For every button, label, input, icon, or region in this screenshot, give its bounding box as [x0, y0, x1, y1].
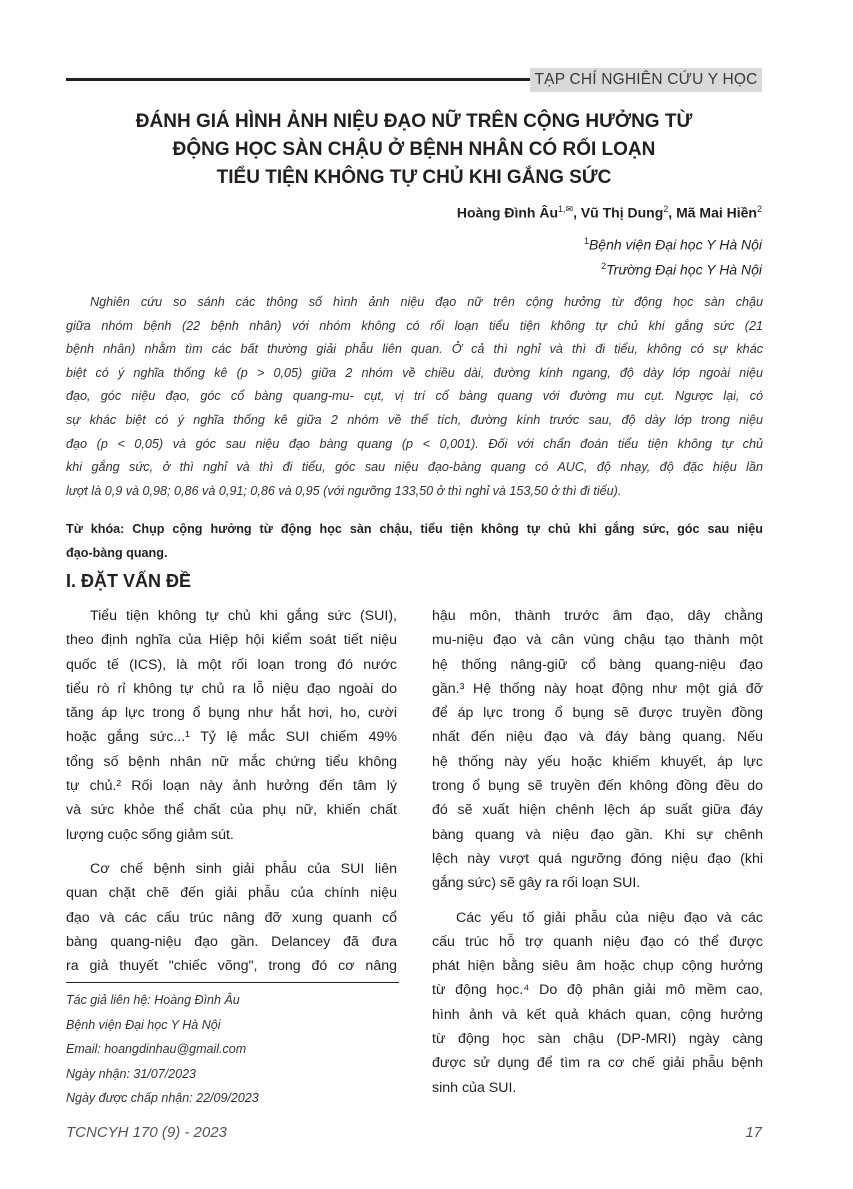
body-line: gần.³ Hệ thống này hoạt động như một giá đỡ	[432, 680, 763, 697]
right-column	[432, 604, 763, 1100]
abstract-line: lượt là 0,9 và 0,98; 0,86 và 0,91; 0,86 và 0,95 (với ngưỡng 133,50 ở thì nghỉ và 153,50 ở thì đi tiểu).	[66, 483, 622, 498]
author-name: , Mã Mai Hiền	[668, 204, 757, 221]
abstract-line: khi gắng sức, ở thì nghỉ và thì đi tiểu, góc sau niệu đạo-bàng quang có AUC, độ nhạy, độ đặc hiệu lần	[66, 460, 763, 475]
body-line: Tiểu tiện không tự chủ khi gắng sức (SUI),	[90, 608, 397, 624]
body-line: hệ thống nâng-giữ cổ bàng quang-niệu đạo	[432, 656, 763, 673]
affiliation: $^2$Trường Đại học Y Hà Nội	[601, 261, 762, 278]
footnote-line: Ngày nhận: 31/07/2023	[66, 1066, 196, 1081]
keywords	[66, 517, 763, 565]
body-line: bàng quang-niệu đạo gần. Delancey đã đưa	[66, 933, 397, 950]
title-line: ĐÁNH GIÁ HÌNH ẢNH NIỆU ĐẠO NỮ TRÊN CỘNG HƯỞNG TỪ	[135, 111, 693, 132]
body-line: quốc tế (ICS), là một rối loạn trong đó nước	[66, 656, 397, 673]
affiliation: $^1$Bệnh viện Đại học Y Hà Nội	[583, 236, 762, 253]
journal-name: TẠP CHÍ NGHIÊN CỨU Y HỌC	[530, 68, 762, 92]
body-line: sinh của SUI.	[432, 1079, 517, 1096]
body-line: quan chặt chẽ đến giải phẫu của chính niệu	[66, 885, 397, 902]
abstract-line: sự khác biệt có ý nghĩa thống kê giữa 2 nhóm về thể tích, đường kính trước sau, độ dày lớp trong niệu	[66, 412, 763, 427]
footnote-line: Ngày được chấp nhận: 22/09/2023	[66, 1091, 259, 1105]
abstract-line: giữa nhóm bệnh (22 bệnh nhân) với nhóm không có rối loạn tiểu tiện không tự chủ khi gắng sức (21	[66, 318, 763, 333]
body-line: nhất đến niệu đạo và đáy bàng quang. Nếu	[432, 729, 763, 746]
author-list	[457, 204, 762, 221]
body-line: lệch này vượt quá ngưỡng đóng niệu đạo (khi	[432, 850, 763, 867]
author-superscript: 2	[756, 204, 762, 214]
body-line: mu-niệu đạo và cân vùng chậu tạo thành một	[432, 632, 763, 649]
body-line: và sức khỏe thể chất của phụ nữ, khiến chất	[66, 802, 397, 819]
author-name: , Vũ Thị Dung	[573, 204, 664, 221]
header-rule	[66, 78, 530, 81]
abstract-line: đạo (p < 0,05) và góc sau niệu đạo bàng quang (p < 0,001). Đối với chẩn đoán tiểu tiện không tự chủ	[66, 436, 763, 451]
body-line: đó sẽ xuất hiện chênh lệch áp suất giữa đáy	[432, 802, 763, 819]
footnotes	[66, 988, 259, 1111]
body-line: đạo và các cấu trúc nâng đỡ xung quanh cổ	[66, 909, 397, 926]
body-line: Các yếu tố giải phẫu của niệu đạo và các	[456, 909, 763, 926]
footnote-line: Tác giả liên hệ: Hoàng Đình Âu	[66, 993, 240, 1007]
abstract-line: biệt có ý nghĩa thống kê (p > 0,05) giữa 2 nhóm về chiều dài, đường kính ngang, độ dày lớp ngoài niệu	[66, 365, 763, 380]
article-title	[66, 108, 762, 192]
title-line: ĐỘNG HỌC SÀN CHẬU Ở BỆNH NHÂN CÓ RỐI LOẠN	[172, 139, 656, 160]
body-line: hình ảnh và kết quả khách quan, cộng hưởng	[432, 1006, 763, 1023]
body-line: để áp lực trong ổ bụng sẽ được truyền đồng	[432, 705, 763, 722]
body-line: tự chủ.² Rối loạn này ảnh hưởng đến tâm lý	[66, 778, 397, 795]
body-line: hệ thống này yếu hoặc khiếm khuyết, áp lực	[432, 753, 763, 770]
body-line: gắng sức) sẽ gây ra rối loạn SUI.	[432, 875, 641, 892]
footnote-line: Bệnh viện Đại học Y Hà Nội	[66, 1017, 221, 1032]
body-line: phát hiện bằng siêu âm hoặc chụp cộng hưởng	[432, 958, 763, 975]
abstract-line: đạo, góc niệu đạo, góc cổ bàng quang-mu- cụt, vị trí cổ bàng quang với đường mu cụt. Ngược lại, có	[66, 389, 763, 404]
footnote-rule	[66, 982, 399, 983]
body-line: từ động học.⁴ Do độ phân giải mô mềm cao,	[432, 982, 763, 999]
keywords-line: Từ khóa: Chụp cộng hưởng từ động học sàn chậu, tiểu tiện không tự chủ khi gắng sức, góc sau niệu	[66, 522, 763, 536]
title-line: TIỂU TIỆN KHÔNG TỰ CHỦ KHI GẮNG SỨC	[216, 167, 612, 188]
body-line: tiểu rò rỉ không tự chủ ra lỗ niệu đạo ngoài do	[66, 680, 397, 697]
author-name: Hoàng Đình Âu	[456, 204, 559, 221]
author-superscript: 1,✉	[558, 204, 574, 214]
left-column	[66, 604, 397, 978]
footnote-line: Email: hoangdinhau@gmail.com	[66, 1042, 247, 1056]
body-line: Cơ chế bệnh sinh giải phẫu của SUI liên	[90, 860, 397, 877]
body-line: ra giả thuyết "chiếc võng", trong đó cơ nâng	[66, 958, 397, 975]
body-line: trong ổ bụng sẽ truyền đến không đồng đều do	[432, 778, 763, 795]
footer-citation: TCNCYH 170 (9) - 2023	[66, 1124, 227, 1141]
section-heading: I. ĐẶT VẤN ĐỀ	[66, 571, 192, 591]
abstract	[66, 291, 763, 503]
body-line: tăng áp lực trong ổ bụng như hắt hơi, ho, cười	[66, 705, 397, 722]
body-line: hoặc gắng sức...¹ Tỷ lệ mắc SUI chiếm 49%	[66, 729, 397, 746]
body-line: cấu trúc hỗ trợ quanh niệu đạo có thể được	[432, 933, 763, 950]
abstract-line: bệnh nhân) nhằm tìm các bất thường giải phẫu liên quan. Ở cả thì nghỉ và thì đi tiểu, không có sự khác	[66, 342, 763, 357]
author-superscript: 2	[663, 204, 669, 214]
body-line: hậu môn, thành trước âm đạo, dây chằng	[432, 608, 763, 624]
body-line: bàng quang và niệu đạo gần. Khi sự chênh	[432, 826, 763, 843]
abstract-line: Nghiên cứu so sánh các thông số hình ảnh niệu đạo nữ trên cộng hưởng từ động học sàn chậu	[90, 295, 763, 309]
body-line: được sử dụng để tìm ra cơ chế giải phẫu bệnh	[432, 1055, 763, 1072]
body-line: từ động học sàn chậu (DP-MRI) ngày càng	[432, 1031, 763, 1048]
keywords-line: đạo-bàng quang.	[66, 546, 168, 560]
body-line: theo định nghĩa của Hiệp hội kiểm soát tiết niệu	[66, 632, 397, 649]
body-line: tổng số bệnh nhân nữ mắc chứng tiểu không	[66, 753, 397, 770]
page-number: 17	[745, 1124, 762, 1141]
body-line: lượng cuộc sống giảm sút.	[66, 826, 234, 843]
